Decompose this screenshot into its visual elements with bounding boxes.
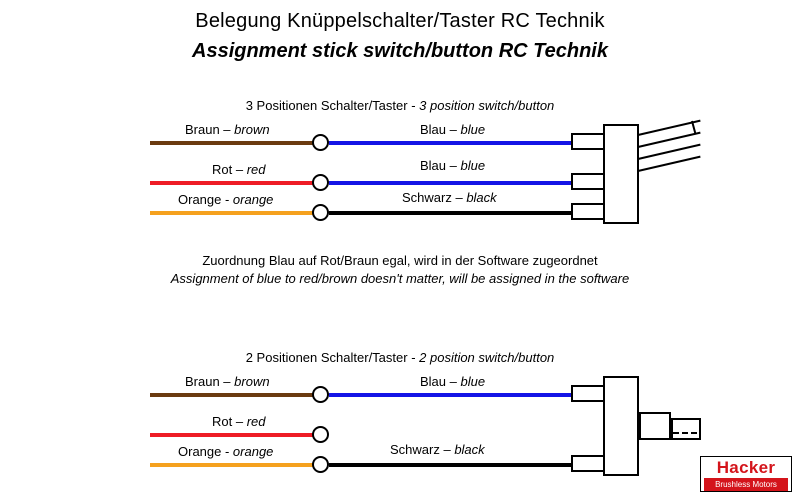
s1-left-label-3-en: orange: [232, 192, 274, 207]
s2-right-label-3: [390, 442, 485, 457]
s1-right-label-1-en: blue: [460, 122, 486, 137]
s1-left-label-1-en: brown: [234, 122, 270, 137]
s1-right-label-2-en: blue: [460, 158, 486, 173]
s2-left-label-1-de: Braun –: [185, 374, 235, 389]
s2-wire-brown: [150, 393, 315, 397]
s1-connector-pin-3: [571, 203, 605, 220]
s1-node-3: [312, 204, 329, 221]
s2-node-1: [312, 386, 329, 403]
s1-wire-orange: [150, 211, 315, 215]
page-title: Belegung Knüppelschalter/Taster RC Technik: [195, 10, 605, 32]
s2-right-label-1-en: blue: [460, 374, 486, 389]
s2-left-label-2-en: red: [246, 414, 266, 429]
s2-right-label-3-de: Schwarz –: [390, 442, 455, 457]
logo-tagline: Brushless Motors: [704, 478, 788, 491]
s1-wire-blue-1: [329, 141, 571, 145]
s2-wire-orange: [150, 463, 315, 467]
hacker-logo: [700, 456, 792, 492]
section-1-heading-de: 3 Positionen Schalter/Taster -: [245, 98, 420, 113]
s1-right-label-3: [402, 190, 497, 205]
s2-node-3: [312, 456, 329, 473]
s1-right-label-1: [420, 122, 485, 137]
s2-connector-pin-1: [571, 385, 605, 402]
s1-left-label-1: [185, 122, 270, 137]
s2-right-label-1: [420, 374, 485, 389]
s1-node-2: [312, 174, 329, 191]
logo-brand: Hacker: [716, 458, 776, 477]
s2-left-label-1-en: brown: [234, 374, 270, 389]
s1-left-label-3: [178, 192, 273, 207]
s2-connector-pin-2: [571, 455, 605, 472]
s1-cable-line-4: [638, 156, 701, 172]
s1-right-label-3-en: black: [466, 190, 497, 205]
s1-left-label-2: [212, 162, 265, 177]
s2-right-label-1-de: Blau –: [420, 374, 461, 389]
note-en: Assignment of blue to red/brown doesn't matter, will be assigned in the software: [170, 271, 630, 286]
s1-node-1: [312, 134, 329, 151]
s1-left-label-2-en: red: [246, 162, 266, 177]
s2-left-label-2: [212, 414, 265, 429]
section-2-heading-de: 2 Positionen Schalter/Taster -: [245, 350, 420, 365]
s1-connector-pin-2: [571, 173, 605, 190]
s1-wire-black: [329, 211, 571, 215]
s2-connector-tip: [671, 418, 701, 440]
s1-left-label-2-de: Rot –: [212, 162, 247, 177]
s2-wire-blue: [329, 393, 571, 397]
s2-left-label-3: [178, 444, 273, 459]
s1-wire-red: [150, 181, 315, 185]
section-1-heading-en: 3 position switch/button: [419, 98, 555, 113]
s1-right-label-2: [420, 158, 485, 173]
s2-connector-body: [603, 376, 639, 476]
section-2-heading: [0, 350, 800, 365]
s2-right-label-3-en: black: [454, 442, 485, 457]
s1-right-label-1-de: Blau –: [420, 122, 461, 137]
s2-wire-red: [150, 433, 315, 437]
s1-right-label-3-de: Schwarz –: [402, 190, 467, 205]
note-de: Zuordnung Blau auf Rot/Braun egal, wird in der Software zugeordnet: [202, 253, 598, 268]
s2-left-label-2-de: Rot –: [212, 414, 247, 429]
s2-node-2: [312, 426, 329, 443]
s2-left-label-1: [185, 374, 270, 389]
s2-left-label-3-en: orange: [232, 444, 274, 459]
s1-wire-blue-2: [329, 181, 571, 185]
section-2-heading-en: 2 position switch/button: [419, 350, 555, 365]
s2-connector-neck: [639, 412, 671, 440]
s1-wire-brown: [150, 141, 315, 145]
s1-connector-body: [603, 124, 639, 224]
s2-connector-dash: [673, 432, 697, 434]
s2-left-label-3-de: Orange -: [178, 444, 233, 459]
s2-wire-black: [329, 463, 571, 467]
s1-connector-pin-1: [571, 133, 605, 150]
s1-right-label-2-de: Blau –: [420, 158, 461, 173]
page-subtitle: Assignment stick switch/button RC Technik: [192, 40, 608, 62]
section-1-heading: [0, 98, 800, 113]
s1-left-label-1-de: Braun –: [185, 122, 235, 137]
s1-left-label-3-de: Orange -: [178, 192, 233, 207]
